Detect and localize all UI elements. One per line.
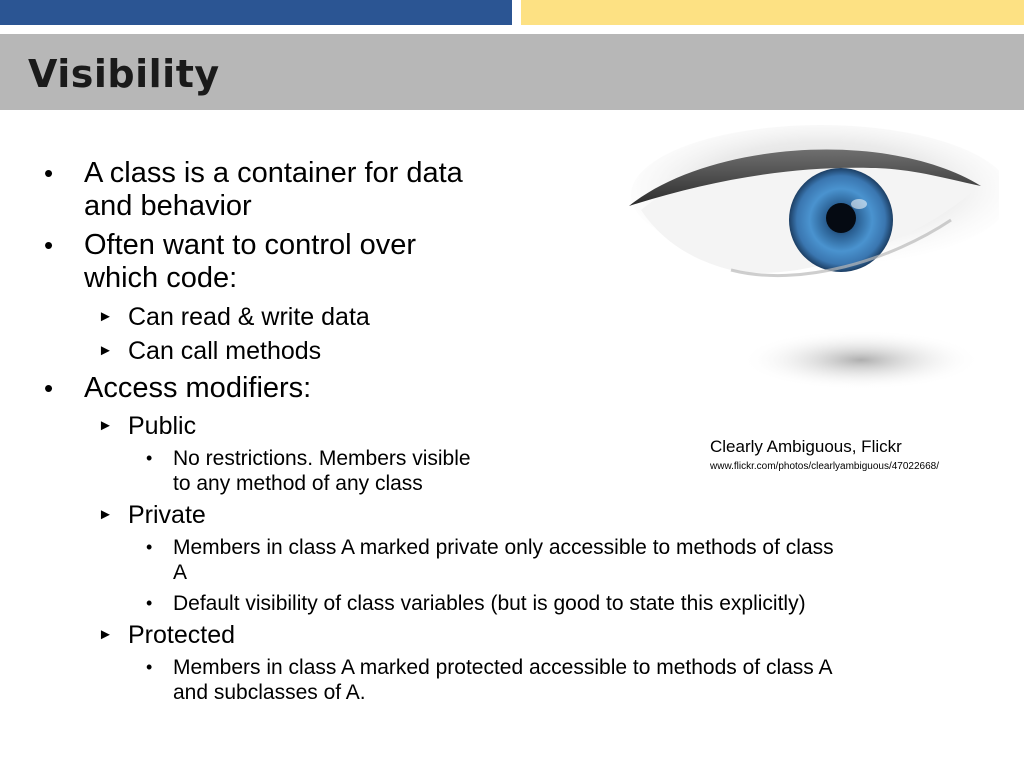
bullet-text: and subclasses of A. [173,681,366,704]
image-caption: Clearly Ambiguous, Flickr [710,437,902,456]
bullet-text: Default visibility of class variables (but is good to state this explicitly) [173,592,806,615]
bullet-text: A class is a container for data [84,157,463,189]
bullet-text: Can read & write data [128,303,370,331]
bullet-dot: • [146,593,153,613]
bullet-text: Members in class A marked private only accessible to methods of class [173,536,834,559]
bullet-dot: • [146,537,153,557]
bullet-text: to any method of any class [173,472,423,495]
bullet-text: Can call methods [128,337,322,365]
bullet-text: Often want to control over [84,229,417,261]
triangle-bullet-icon: ► [98,308,113,325]
triangle-bullet-icon: ► [98,342,113,359]
bullet-text: Private [128,501,206,529]
bullet-text: and behavior [84,190,252,222]
bullet-text: Members in class A marked protected accessible to methods of class A [173,656,833,679]
bullet-text: Access modifiers: [84,372,312,404]
bullet-text: No restrictions. Members visible [173,447,471,470]
bullet-text: Public [128,412,197,440]
bullet-dot: • [44,230,54,260]
bullet-text: A [173,561,188,584]
bullet-text: Protected [128,621,236,649]
bullet-dot: • [146,657,153,677]
triangle-bullet-icon: ► [98,417,113,434]
eye-photo [621,110,999,402]
triangle-bullet-icon: ► [98,506,113,523]
bullet-dot: • [44,158,54,188]
triangle-bullet-icon: ► [98,626,113,643]
bullet-text: which code: [84,262,238,294]
slide-title: Visibility [28,52,220,96]
bullet-dot: • [146,448,153,468]
bullet-dot: • [44,373,54,403]
image-source-url: www.flickr.com/photos/clearlyambiguous/47022668/ [710,461,940,472]
